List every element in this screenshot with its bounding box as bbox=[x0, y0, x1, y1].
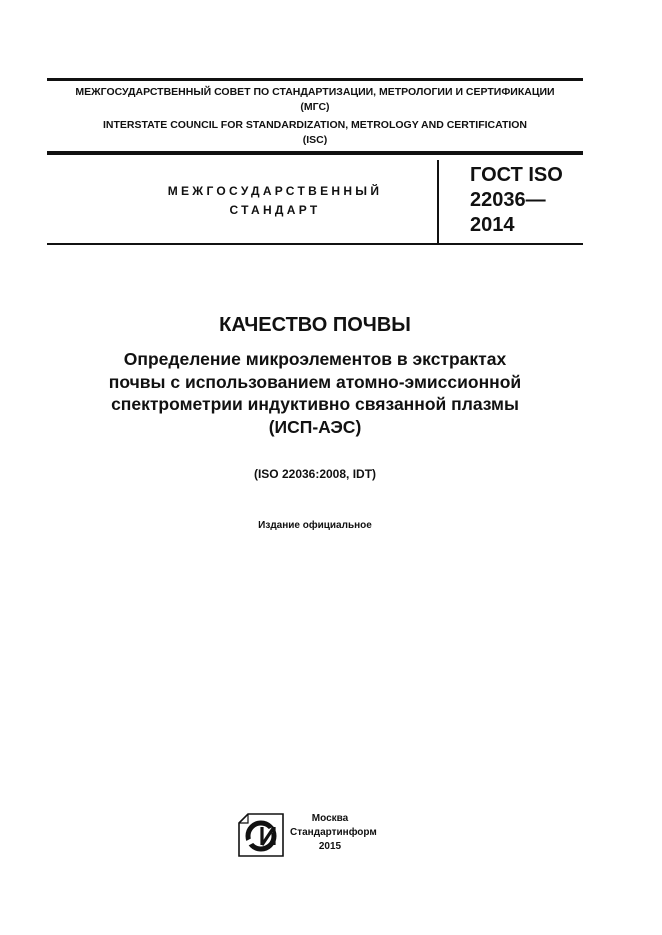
subtitle-line4: (ИСП-АЭС) bbox=[268, 416, 362, 437]
standard-type bbox=[150, 182, 400, 220]
publisher-city: Москва bbox=[311, 813, 349, 824]
standard-code-line3: 2014 bbox=[470, 214, 515, 236]
document-subtitle bbox=[0, 348, 630, 438]
lower-rule bbox=[47, 243, 583, 245]
publisher-year: 2015 bbox=[318, 841, 342, 852]
top-rule bbox=[47, 78, 583, 81]
publisher-name: Стандартинформ bbox=[290, 827, 377, 838]
publisher-block bbox=[290, 812, 377, 854]
standard-type-line2: СТАНДАРТ bbox=[229, 203, 321, 217]
subtitle-line1: Определение микроэлементов в экстрактах bbox=[123, 349, 507, 369]
upper-thick-rule bbox=[47, 151, 583, 155]
council-ru-line2: (МГС) bbox=[300, 101, 330, 113]
council-en-line1: INTERSTATE COUNCIL FOR STANDARDIZATION, METROLOGY AND CERTIFICATION bbox=[102, 119, 528, 131]
standard-code bbox=[470, 163, 590, 238]
council-en-line2: (ISC) bbox=[302, 134, 328, 146]
edition-label: Издание официальное bbox=[258, 520, 372, 531]
iso-reference: (ISO 22036:2008, IDT) bbox=[253, 467, 377, 481]
vertical-separator bbox=[437, 160, 439, 244]
subtitle-line2: почвы с использованием атомно-эмиссионной bbox=[108, 371, 522, 392]
council-ru-line1: МЕЖГОСУДАРСТВЕННЫЙ СОВЕТ ПО СТАНДАРТИЗАЦИИ, МЕТРОЛОГИИ И СЕРТИФИКАЦИИ bbox=[75, 86, 555, 98]
subtitle-line3: спектрометрии индуктивно связанной плазмы bbox=[111, 394, 519, 414]
standartinform-logo-icon bbox=[238, 813, 284, 857]
standard-code-line2: 22036— bbox=[470, 189, 546, 211]
document-title: КАЧЕСТВО ПОЧВЫ bbox=[219, 314, 411, 336]
standard-code-line1: ГОСТ ISO bbox=[470, 164, 563, 186]
standard-type-line1: МЕЖГОСУДАРСТВЕННЫЙ bbox=[167, 184, 383, 198]
